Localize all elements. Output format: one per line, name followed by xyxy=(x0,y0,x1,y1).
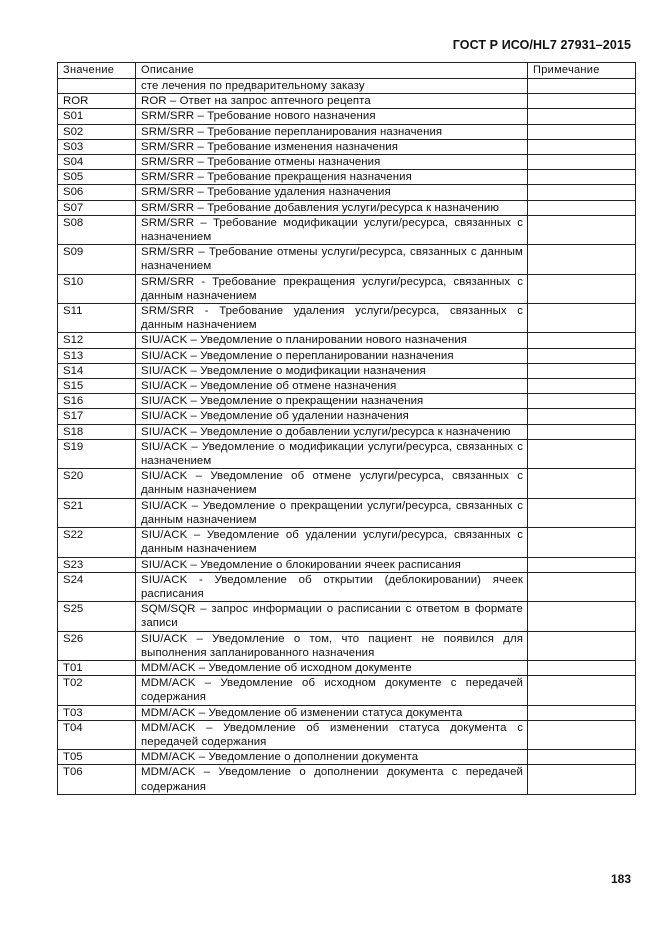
table-row xyxy=(58,379,636,394)
table-row xyxy=(58,348,636,363)
table-row xyxy=(58,676,636,705)
code-cell: S12 xyxy=(58,333,136,348)
table-row xyxy=(58,765,636,794)
table-row xyxy=(58,424,636,439)
note-cell xyxy=(528,363,636,378)
description-cell: SRM/SRR – Требование добавления услуги/ресурса к назначению xyxy=(136,200,528,215)
table-row xyxy=(58,304,636,333)
code-cell: T03 xyxy=(58,705,136,720)
description-cell: SIU/ACK – Уведомление об удалении назначения xyxy=(136,409,528,424)
code-cell: S18 xyxy=(58,424,136,439)
note-cell xyxy=(528,498,636,527)
description-cell: SIU/ACK – Уведомление о прекращении назначения xyxy=(136,394,528,409)
table-row xyxy=(58,139,636,154)
code-cell: S11 xyxy=(58,304,136,333)
table-row xyxy=(58,333,636,348)
code-cell: S15 xyxy=(58,379,136,394)
description-cell: SQM/SQR – запрос информации о расписании с ответом в формате записи xyxy=(136,602,528,631)
table-row xyxy=(58,439,636,468)
code-cell: T04 xyxy=(58,720,136,749)
code-cell: S19 xyxy=(58,439,136,468)
table-row xyxy=(58,631,636,660)
table-row xyxy=(58,572,636,601)
code-cell: S26 xyxy=(58,631,136,660)
note-cell xyxy=(528,79,636,94)
table-row xyxy=(58,79,636,94)
code-cell: T01 xyxy=(58,660,136,675)
code-cell: S16 xyxy=(58,394,136,409)
description-cell: SIU/ACK – Уведомление о модификации назначения xyxy=(136,363,528,378)
note-cell xyxy=(528,439,636,468)
code-cell: S25 xyxy=(58,602,136,631)
note-cell xyxy=(528,94,636,109)
note-cell xyxy=(528,394,636,409)
code-cell: S03 xyxy=(58,139,136,154)
code-cell: T05 xyxy=(58,750,136,765)
description-cell: SRM/SRR – Требование отмены назначения xyxy=(136,155,528,170)
page-number: 183 xyxy=(610,872,631,886)
note-cell xyxy=(528,215,636,244)
table-row xyxy=(58,94,636,109)
table-body xyxy=(58,79,636,795)
description-cell: SRM/SRR – Требование отмены услуги/ресурса, связанных с данным назначением xyxy=(136,245,528,274)
table-row xyxy=(58,528,636,557)
code-cell: T06 xyxy=(58,765,136,794)
description-cell: SIU/ACK – Уведомление об отмене назначения xyxy=(136,379,528,394)
description-cell: SRM/SRR – Требование удаления назначения xyxy=(136,185,528,200)
description-cell: MDM/ACK – Уведомление об исходном документе xyxy=(136,660,528,675)
table-row xyxy=(58,185,636,200)
note-cell xyxy=(528,333,636,348)
column-header-description: Описание xyxy=(136,63,528,79)
note-cell xyxy=(528,409,636,424)
note-cell xyxy=(528,155,636,170)
description-cell: SIU/ACK – Уведомление об удалении услуги/ресурса, связанных с данным назначением xyxy=(136,528,528,557)
table-row xyxy=(58,705,636,720)
note-cell xyxy=(528,200,636,215)
column-header-note: Примечание xyxy=(528,63,636,79)
table-row xyxy=(58,215,636,244)
note-cell xyxy=(528,765,636,794)
note-cell xyxy=(528,676,636,705)
code-cell: S07 xyxy=(58,200,136,215)
code-cell: ROR xyxy=(58,94,136,109)
table-row xyxy=(58,124,636,139)
note-cell xyxy=(528,304,636,333)
description-cell: SIU/ACK – Уведомление об отмене услуги/ресурса, связанных с данным назначением xyxy=(136,469,528,498)
code-cell: S08 xyxy=(58,215,136,244)
description-cell: SRM/SRR – Требование перепланирования назначения xyxy=(136,124,528,139)
note-cell xyxy=(528,750,636,765)
description-cell: SRM/SRR – Требование нового назначения xyxy=(136,109,528,124)
description-cell: SIU/ACK – Уведомление о планировании нового назначения xyxy=(136,333,528,348)
table-row xyxy=(58,557,636,572)
table-row xyxy=(58,720,636,749)
description-cell: SIU/ACK – Уведомление о добавлении услуги/ресурса к назначению xyxy=(136,424,528,439)
table-row xyxy=(58,394,636,409)
note-cell xyxy=(528,245,636,274)
description-cell: SRM/SRR – Требование прекращения назначения xyxy=(136,170,528,185)
code-cell: T02 xyxy=(58,676,136,705)
document-header: ГОСТ Р ИСО/HL7 27931–2015 xyxy=(452,38,631,52)
code-cell: S17 xyxy=(58,409,136,424)
description-cell: MDM/ACK – Уведомление об изменении статуса документа с передачей содержания xyxy=(136,720,528,749)
description-cell: ROR – Ответ на запрос аптечного рецепта xyxy=(136,94,528,109)
description-cell: SIU/ACK – Уведомление о прекращении услуги/ресурса, связанных с данным назначением xyxy=(136,498,528,527)
code-cell: S20 xyxy=(58,469,136,498)
table-row xyxy=(58,750,636,765)
note-cell xyxy=(528,720,636,749)
table-row xyxy=(58,469,636,498)
code-cell: S04 xyxy=(58,155,136,170)
note-cell xyxy=(528,572,636,601)
code-cell: S14 xyxy=(58,363,136,378)
note-cell xyxy=(528,660,636,675)
note-cell xyxy=(528,109,636,124)
codes-table xyxy=(57,62,636,795)
description-cell: MDM/ACK – Уведомление об изменении статуса документа xyxy=(136,705,528,720)
description-cell: SRM/SRR - Требование удаления услуги/ресурса, связанных с данным назначением xyxy=(136,304,528,333)
code-cell: S21 xyxy=(58,498,136,527)
note-cell xyxy=(528,379,636,394)
description-cell: SRM/SRR – Требование изменения назначения xyxy=(136,139,528,154)
table-row xyxy=(58,170,636,185)
note-cell xyxy=(528,348,636,363)
note-cell xyxy=(528,528,636,557)
note-cell xyxy=(528,424,636,439)
table-row xyxy=(58,660,636,675)
code-cell xyxy=(58,79,136,94)
code-cell: S23 xyxy=(58,557,136,572)
table-row xyxy=(58,109,636,124)
description-cell: MDM/ACK – Уведомление об исходном документе с передачей содержания xyxy=(136,676,528,705)
code-cell: S13 xyxy=(58,348,136,363)
description-cell: SIU/ACK – Уведомление о блокировании ячеек расписания xyxy=(136,557,528,572)
code-cell: S02 xyxy=(58,124,136,139)
note-cell xyxy=(528,139,636,154)
description-cell: SIU/ACK - Уведомление об открытии (деблокировании) ячеек расписания xyxy=(136,572,528,601)
table-row xyxy=(58,274,636,303)
description-cell: SRM/SRR - Требование прекращения услуги/ресурса, связанных с данным назначением xyxy=(136,274,528,303)
description-cell: SIU/ACK – Уведомление о том, что пациент не появился для выполнения запланированного назначения xyxy=(136,631,528,660)
description-cell: SRM/SRR – Требование модификации услуги/ресурса, связанных с назначением xyxy=(136,215,528,244)
note-cell xyxy=(528,185,636,200)
code-cell: S10 xyxy=(58,274,136,303)
table-row xyxy=(58,409,636,424)
note-cell xyxy=(528,469,636,498)
code-cell: S05 xyxy=(58,170,136,185)
table-row xyxy=(58,200,636,215)
table-row xyxy=(58,602,636,631)
note-cell xyxy=(528,170,636,185)
table-row xyxy=(58,363,636,378)
code-cell: S06 xyxy=(58,185,136,200)
description-cell: SIU/ACK – Уведомление о модификации услуги/ресурса, связанных с назначением xyxy=(136,439,528,468)
code-cell: S01 xyxy=(58,109,136,124)
description-cell: MDM/ACK – Уведомление о дополнении документа с передачей содержания xyxy=(136,765,528,794)
note-cell xyxy=(528,124,636,139)
code-cell: S22 xyxy=(58,528,136,557)
table-row xyxy=(58,245,636,274)
code-cell: S24 xyxy=(58,572,136,601)
note-cell xyxy=(528,602,636,631)
code-cell: S09 xyxy=(58,245,136,274)
table-row xyxy=(58,498,636,527)
table-header-row xyxy=(58,63,636,79)
description-cell: MDM/ACK – Уведомление о дополнении документа xyxy=(136,750,528,765)
note-cell xyxy=(528,274,636,303)
note-cell xyxy=(528,705,636,720)
table-row xyxy=(58,155,636,170)
note-cell xyxy=(528,631,636,660)
column-header-value: Значение xyxy=(58,63,136,79)
description-cell: сте лечения по предварительному заказу xyxy=(136,79,528,94)
note-cell xyxy=(528,557,636,572)
description-cell: SIU/ACK – Уведомление о перепланировании назначения xyxy=(136,348,528,363)
